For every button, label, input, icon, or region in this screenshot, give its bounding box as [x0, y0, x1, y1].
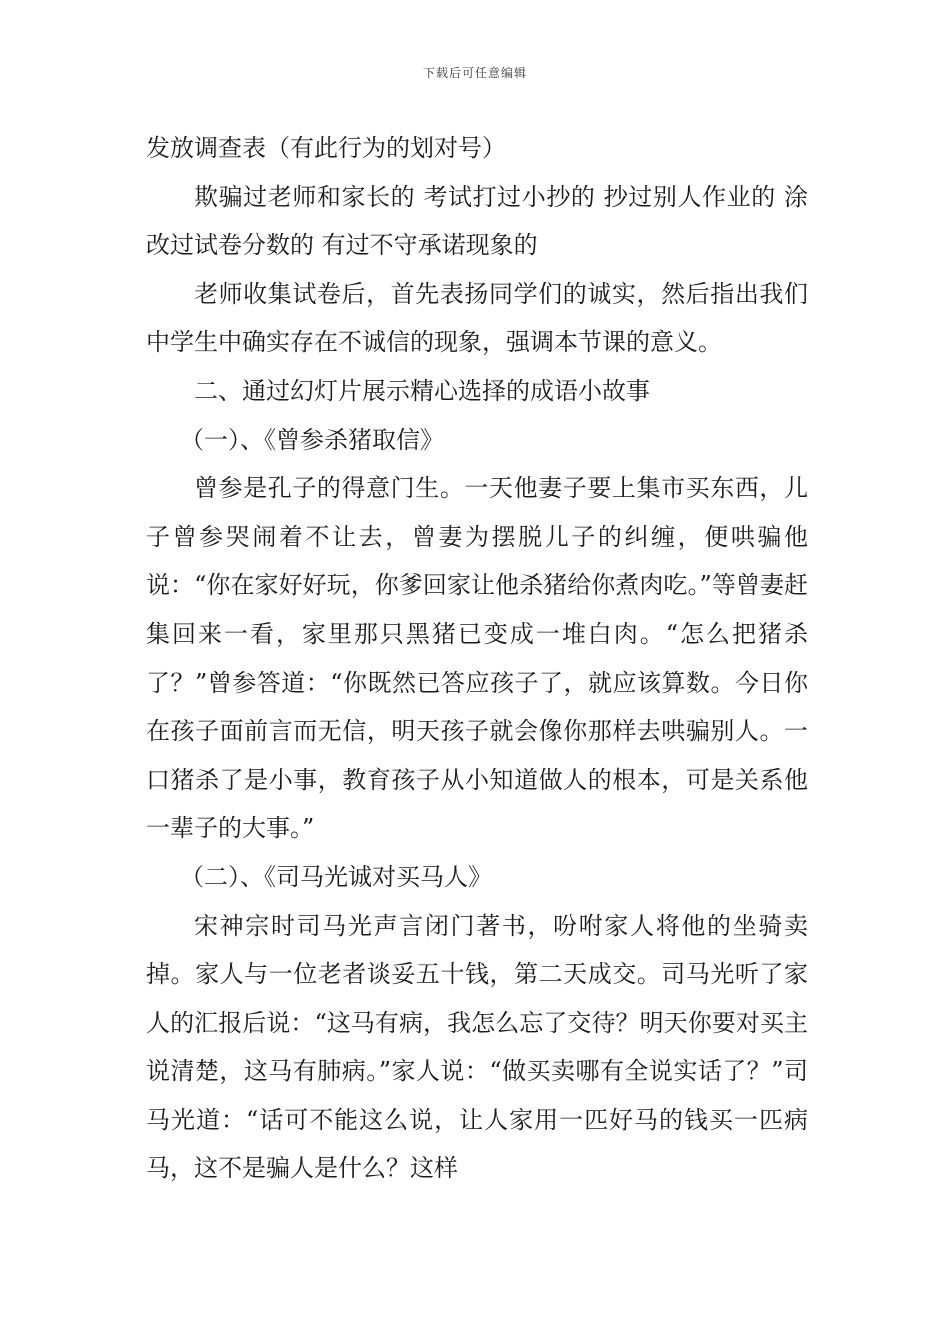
- story-body-one: 曾参是孔子的得意门生。一天他妻子要上集市买东西，儿子曾参哭闹着不让去，曾妻为摆脱儿子的纠缠，便哄骗他说：“你在家好好玩，你爹回家让他杀猪给你煮肉吃。”等曾妻赶集回来一看，家里那只黑猪已变成一堆白肉。“怎么把猪杀了？”曾参答道：“你既然已答应孩子了，就应该算数。今日你在孩子面前言而无信，明天孩子就会像你那样去哄骗别人。一口猪杀了是小事，教育孩子从小知道做人的根本，可是关系他一辈子的大事。”: [146, 474, 808, 843]
- document-body: [146, 124, 808, 1193]
- paragraph-survey-intro: 发放调查表（有此行为的划对号）: [146, 134, 506, 162]
- page-header-note: 下载后可任意编辑: [422, 66, 527, 80]
- section-heading-two: 二、通过幻灯片展示精心选择的成语小故事: [194, 376, 650, 405]
- paragraph-survey-items: 欺骗过老师和家长的 考试打过小抄的 抄过别人作业的 涂改过试卷分数的 有过不守承诺现象的: [146, 182, 808, 260]
- story-body-two: 宋神宗时司马光声言闭门著书，吩咐家人将他的坐骑卖掉。家人与一位老者谈妥五十钱，第二天成交。司马光听了家人的汇报后说：“这马有病，我怎么忘了交待？明天你要对买主说清楚，这马有肺病。”家人说：“做买卖哪有全说实话了？”司马光道：“话可不能这么说，让人家用一匹好马的钱买一匹病马，这不是骗人是什么？这样: [146, 911, 808, 1183]
- story-title-two: （二）、《司马光诚对买马人》: [180, 862, 492, 891]
- story-title-one: （一）、《曾参杀猪取信》: [180, 425, 444, 454]
- paragraph-teacher-summary: 老师收集试卷后，首先表扬同学们的诚实，然后指出我们中学生中确实存在不诚信的现象，强调本节课的意义。: [146, 279, 808, 357]
